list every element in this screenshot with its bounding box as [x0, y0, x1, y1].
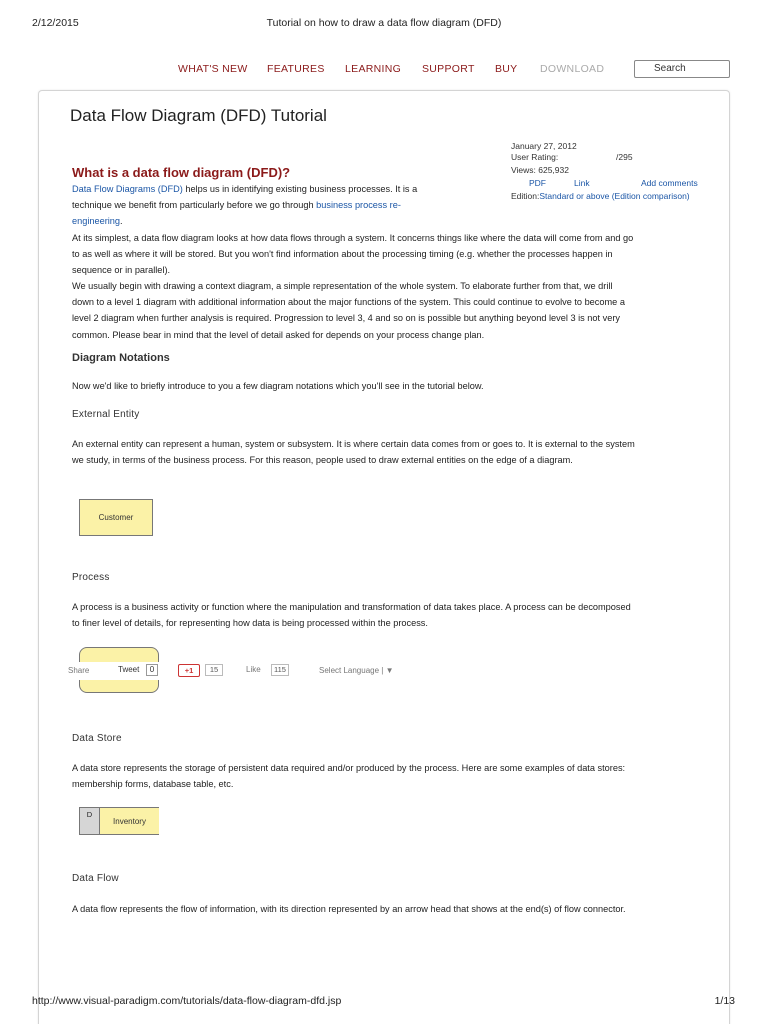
nav-whats-new[interactable]: WHAT'S NEW: [178, 63, 248, 75]
nav-buy[interactable]: BUY: [495, 63, 518, 75]
print-page-number: 1/13: [714, 995, 735, 1007]
data-store-description: A data store represents the storage of persistent data required and/or produced by the process. Here are some examples of data stores: membership forms, database table, etc.: [72, 763, 626, 790]
edition-label: Edition:: [511, 191, 540, 201]
intro-paragraph: Data Flow Diagrams (DFD) helps us in identifying existing business processes. It is a technique we benefit from particularly before we go through business process re- engineering.: [72, 184, 418, 227]
section-heading-what-is-dfd: What is a data flow diagram (DFD)?: [72, 165, 291, 180]
tweet-label: Tweet: [118, 665, 140, 674]
data-store-name: Inventory: [100, 808, 159, 834]
add-comments-link[interactable]: Add comments: [641, 178, 698, 188]
print-page-title: Tutorial on how to draw a data flow diagram (DFD): [266, 17, 502, 29]
data-store-id: D: [79, 808, 100, 834]
search-input[interactable]: Search: [634, 60, 730, 78]
external-entity-heading: External Entity: [72, 409, 140, 420]
user-rating-label: User Rating:: [511, 152, 559, 162]
chevron-down-icon: ▼: [385, 666, 394, 675]
bpr-link-continued[interactable]: engineering: [72, 216, 121, 227]
article-date: January 27, 2012: [511, 141, 577, 151]
data-store-heading: Data Store: [72, 733, 122, 744]
share-label: Share: [68, 666, 90, 675]
print-url: http://www.visual-paradigm.com/tutorials/data-flow-diagram-dfd.jsp: [32, 995, 342, 1007]
language-select-label: Select Language: [319, 666, 380, 675]
permalink[interactable]: Link: [574, 178, 590, 188]
process-description: A process is a business activity or function where the manipulation and transformation of data takes place. A process can be decomposed to finer level of details, for representing how data is being processed within the process.: [72, 602, 631, 629]
user-rating-total: /295: [616, 152, 633, 162]
nav-learning[interactable]: LEARNING: [345, 63, 402, 75]
language-select[interactable]: Select Language | ▼: [319, 666, 394, 675]
diagram-notations-heading: Diagram Notations: [72, 352, 170, 364]
nav-download[interactable]: DOWNLOAD: [540, 63, 605, 75]
paragraph-simplest: At its simplest, a data flow diagram looks at how data flows through a system. It concerns things like where the data will come from and go to as well as where it will be stored. But you won't find information about the processing timing (e.g. whether the processes happen in sequence or in parallel).: [72, 233, 634, 276]
paragraph-levels: We usually begin with drawing a context diagram, a simple representation of the whole system. To elaborate further from that, we drill down to a level 1 diagram with additional information about the major functions of the system. This could continue to evolve to become a level 2 diagram when further analysis is required. Progression to level 3, 4 and so on is possible but anything beyond level 3 is not very common. Please bear in mind that the level of detail asked for depends on your process change plan.: [72, 281, 625, 340]
bpr-link[interactable]: business process re-: [316, 200, 401, 211]
social-share-bar: [62, 662, 412, 680]
dfd-link[interactable]: Data Flow Diagrams (DFD): [72, 184, 183, 194]
google-plus-count: 15: [205, 664, 223, 676]
nav-support[interactable]: SUPPORT: [422, 63, 475, 75]
tweet-count: 0: [146, 664, 158, 676]
notations-intro: Now we'd like to briefly introduce to you a few diagram notations which you'll see in the tutorial below.: [72, 381, 484, 391]
external-entity-example: Customer: [79, 499, 153, 536]
google-plus-button[interactable]: +1: [178, 664, 200, 677]
edition-comparison-link[interactable]: (Edition comparison): [611, 191, 690, 201]
edition-value-link[interactable]: Standard or above: [539, 191, 610, 201]
pdf-link[interactable]: PDF: [529, 178, 546, 188]
like-button[interactable]: Like: [246, 665, 261, 674]
print-date: 2/12/2015: [32, 17, 79, 29]
view-count: Views: 625,932: [511, 165, 569, 175]
page-title: Data Flow Diagram (DFD) Tutorial: [70, 106, 327, 125]
external-entity-description: An external entity can represent a human, system or subsystem. It is where certain data comes from or goes to. It is external to the system we study, in terms of the business process. For this reason, people used to draw external entities on the edge of a diagram.: [72, 439, 635, 466]
data-flow-heading: Data Flow: [72, 873, 119, 884]
like-count: 115: [271, 664, 289, 676]
data-store-example: [79, 807, 159, 835]
data-flow-description: A data flow represents the flow of information, with its direction represented by an arrow head that shows at the end(s) of flow connector.: [72, 904, 626, 914]
process-heading: Process: [72, 572, 110, 583]
nav-features[interactable]: FEATURES: [267, 63, 325, 75]
